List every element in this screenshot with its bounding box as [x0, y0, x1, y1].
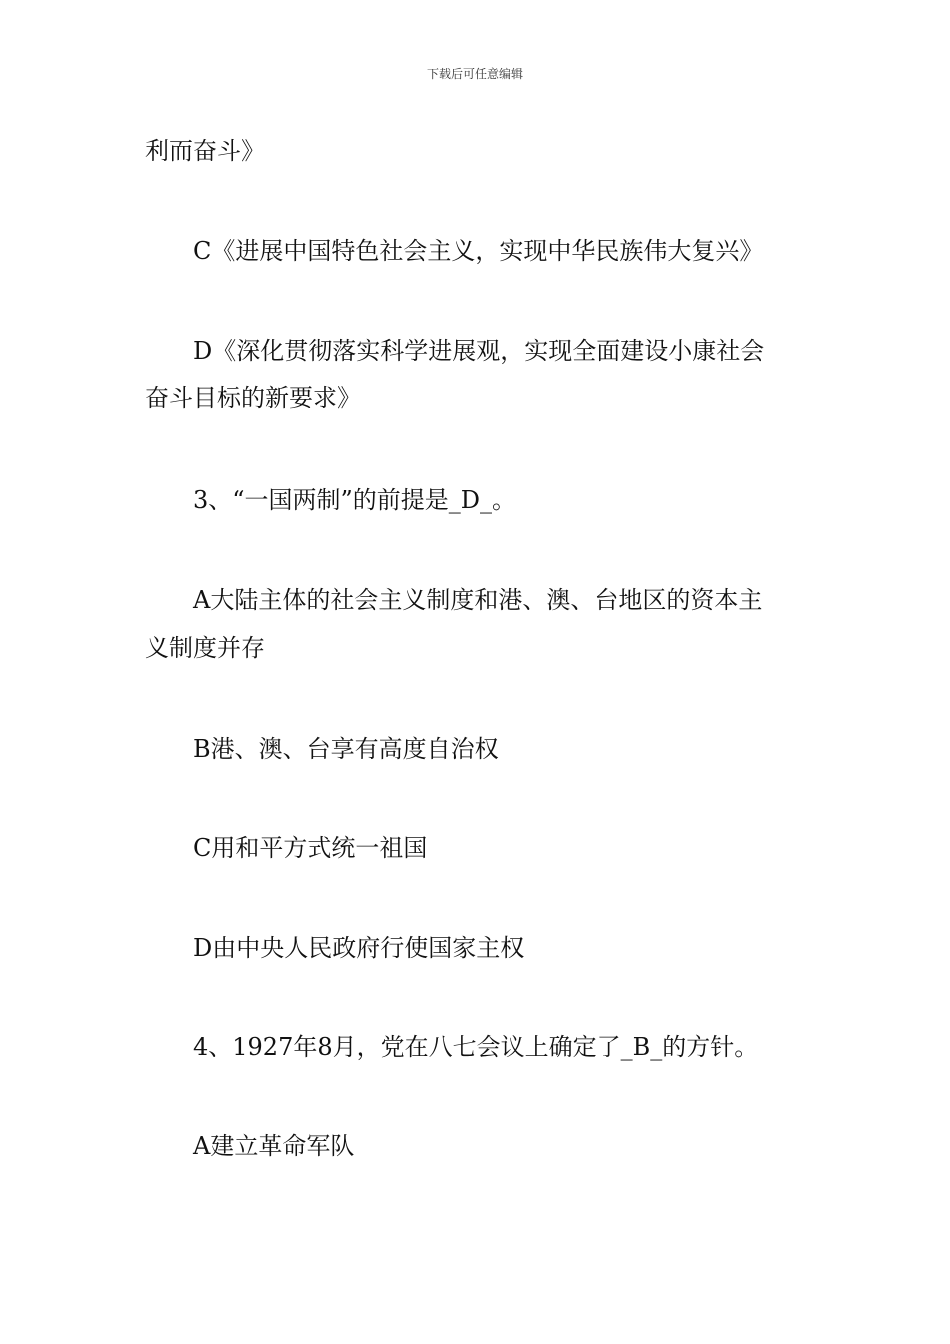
option-c-line: C《进展中国特色社会主义，实现中华民族伟大复兴》 — [193, 237, 764, 265]
option-a-line: A建立革命军队 — [193, 1132, 355, 1160]
option-d-continued-line: 奋斗目标的新要求》 — [145, 384, 361, 412]
question-4-line: 4、1927年8月，党在八七会议上确定了_B_的方针。 — [193, 1033, 759, 1061]
option-a-line: A大陆主体的社会主义制度和港、澳、台地区的资本主 — [193, 586, 763, 614]
option-c-line: C用和平方式统一祖国 — [193, 834, 428, 862]
text-line: 利而奋斗》 — [145, 137, 265, 165]
page-header: 下载后可任意编辑 — [426, 67, 523, 81]
option-a-continued-line: 义制度并存 — [145, 634, 265, 662]
question-3-line: 3、“一国两制”的前提是_D_。 — [193, 486, 517, 514]
option-d-line: D由中央人民政府行使国家主权 — [193, 934, 525, 962]
option-b-line: B港、澳、台享有高度自治权 — [193, 735, 499, 763]
option-d-line: D《深化贯彻落实科学进展观，实现全面建设小康社会 — [193, 337, 765, 365]
